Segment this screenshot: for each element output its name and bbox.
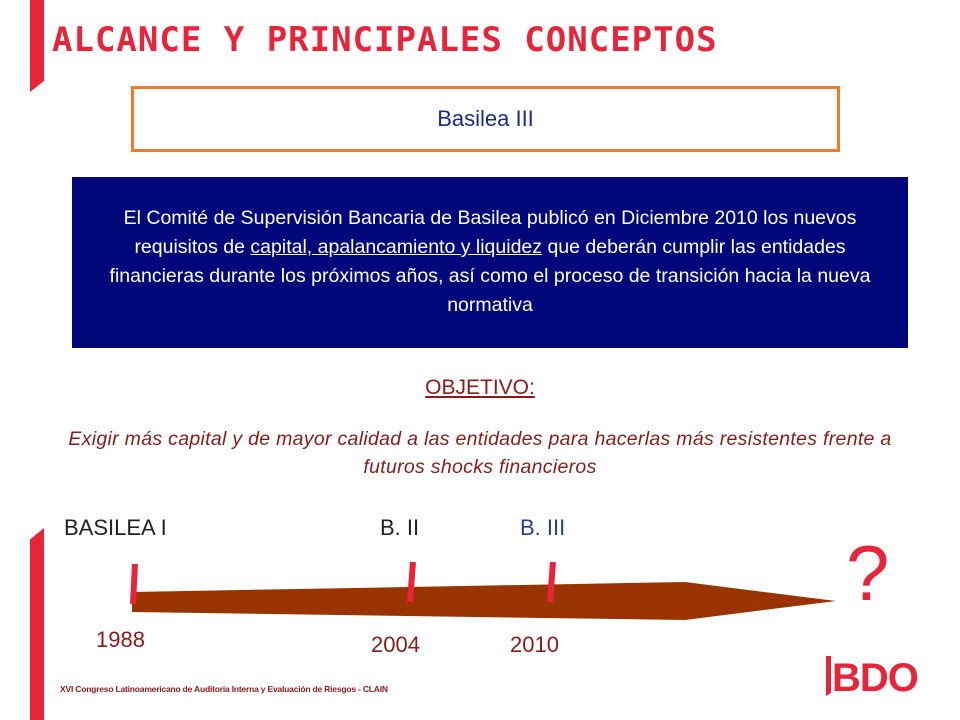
objective-label-text: OBJETIVO:: [425, 376, 535, 399]
subtitle-text: Basilea III: [437, 106, 534, 131]
timeline-tick-2010: [550, 562, 553, 602]
timeline-year-2004: 2004: [371, 632, 420, 657]
intro-text-before: El Comité de Supervisión Bancaria de Basilea publicó en Diciembre 2010 los nuevos requisitos de: [123, 207, 857, 258]
timeline-tick-1988: [133, 564, 135, 604]
objective-text: Exigir más capital y de mayor calidad a las entidades para hacerlas más resistentes frente a futuros shocks financieros: [68, 428, 892, 478]
bdo-logo: [822, 654, 932, 698]
footer-event-name: XVI Congreso Latinoamericano de Auditoria Interna y Evaluación de Riesgos - CLAIN: [60, 684, 388, 694]
timeline-year-1988: 1988: [96, 627, 145, 652]
timeline-era-2: B. II: [380, 515, 420, 540]
timeline-tick-2004: [410, 562, 413, 602]
timeline-era-3: B. III: [520, 515, 566, 540]
timeline-year-2010: 2010: [510, 632, 559, 657]
slide-title: ALCANCE Y PRINCIPALES CONCEPTOS: [52, 20, 718, 60]
question-mark: ?: [846, 529, 890, 617]
intro-underlined-terms: capital, apalancamiento y liquidez: [250, 236, 543, 258]
timeline-era-1: BASILEA I: [64, 515, 167, 540]
timeline-arrow: [132, 582, 836, 620]
svg-text:BDO: BDO: [832, 656, 918, 698]
intro-text-after: que deberán cumplir las entidades financieras durante los próximos años, así como el proceso de transición hacia la nueva normativa: [109, 236, 871, 316]
